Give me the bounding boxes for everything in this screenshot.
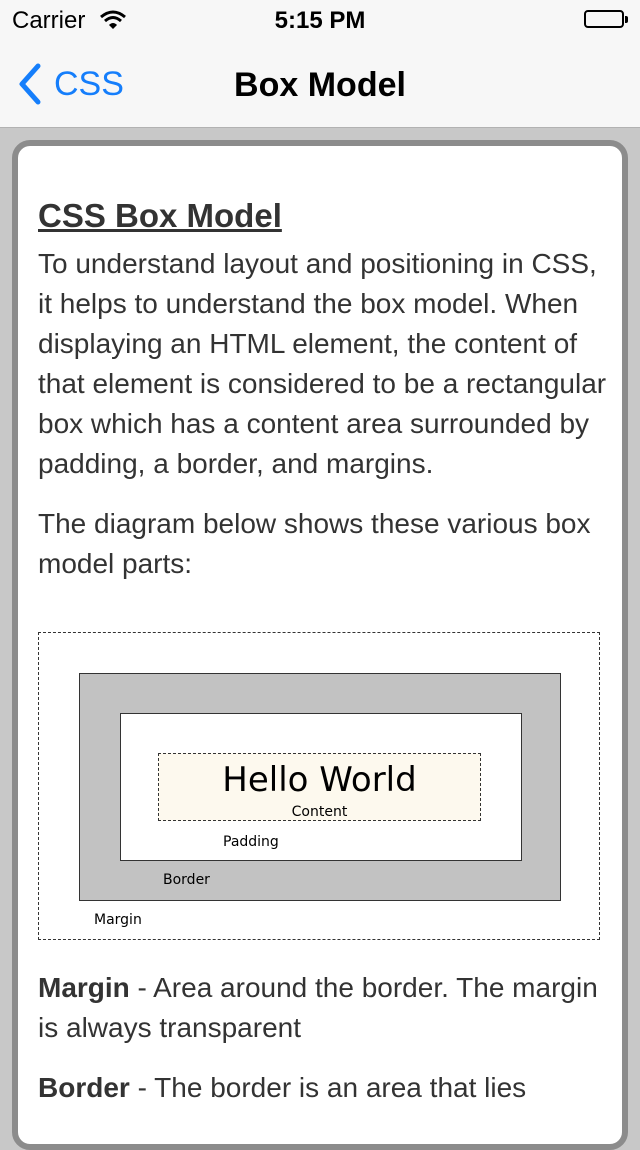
article-heading: CSS Box Model [38,197,282,234]
diagram-content-label: Content [291,804,348,820]
diagram-intro-paragraph: The diagram below shows these various box model parts: [38,508,591,579]
definition-text: - Area around the border. The margin is always transparent [38,972,598,1043]
diagram-border-label: Border [163,872,210,888]
intro-paragraph: To understand layout and positioning in CSS, it helps to understand the box model. When displaying an HTML element, the content of that element is considered to be a rectangular box which has a content area surrounded by padding, a border, and margins. [38,248,607,479]
definition-term: Margin [38,972,130,1003]
status-bar [0,0,640,40]
status-time: 5:15 PM [274,7,366,34]
navigation-bar [0,40,640,128]
page-title: Box Model [234,66,406,104]
article-content [38,186,608,1128]
diagram-content-area [158,753,481,821]
box-model-diagram [38,632,600,940]
diagram-sample-text: Hello World [222,760,417,800]
carrier-label: Carrier [12,7,86,34]
definition-text: - The border is an area that lies [129,1072,527,1103]
article-card [12,140,628,1150]
diagram-margin-label: Margin [94,912,142,928]
diagram-padding-area [120,713,522,861]
diagram-border-area [79,673,561,901]
definition-term: Border [38,1072,130,1103]
definition-margin [38,968,608,1048]
definition-border [38,1068,608,1108]
battery-icon [584,10,628,28]
back-label: CSS [54,64,124,103]
diagram-padding-label: Padding [223,834,279,850]
